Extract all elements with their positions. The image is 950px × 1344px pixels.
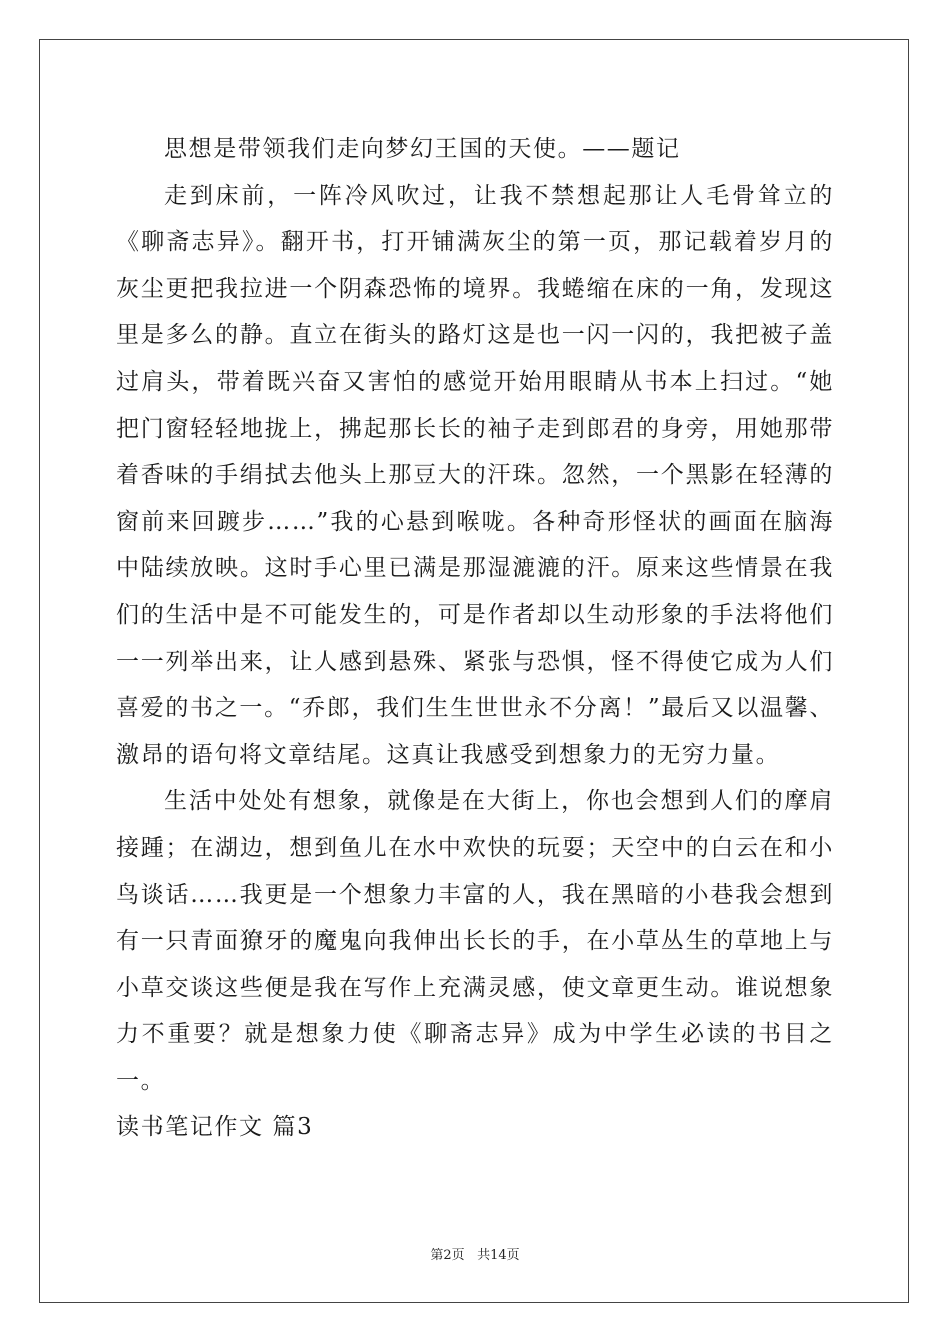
total-pages: 共14页 xyxy=(477,1248,520,1263)
page-number: 第2页 xyxy=(430,1248,465,1263)
document-body xyxy=(116,126,834,1151)
section-heading: 读书笔记作文 篇3 xyxy=(116,1114,314,1141)
body-paragraph-1: 走到床前，一阵冷风吹过，让我不禁想起那让人毛骨耸立的《聊斋志异》。翻开书，打开铺满灰尘的第一页，那记载着岁月的灰尘更把我拉进一个阴森恐怖的境界。我蜷缩在床的一角，发现这里是多么的静。直立在街头的路灯这是也一闪一闪的，我把被子盖过肩头，带着既兴奋又害怕的感觉开始用眼睛从书本上扫过。“她把门窗轻轻地拢上，拂起那长长的袖子走到郎君的身旁，用她那带着香味的手绢拭去他头上那豆大的汗珠。忽然，一个黑影在轻薄的窗前来回踱步……”我的心悬到喉咙。各种奇形怪状的画面在脑海中陆续放映。这时手心里已满是那湿漉漉的汗。原来这些情景在我们的生活中是不可能发生的，可是作者却以生动形象的手法将他们一一列举出来，让人感到悬殊、紧张与恐惧，怪不得使它成为人们喜爱的书之一。“乔郎，我们生生世世永不分离！”最后又以温馨、激昂的语句将文章结尾。这真让我感受到想象力的无穷力量。 xyxy=(116,182,834,768)
epigraph-paragraph: 思想是带领我们走向梦幻王国的天使。——题记 xyxy=(164,136,681,162)
page-footer xyxy=(0,1244,950,1263)
body-paragraph-2: 生活中处处有想象，就像是在大街上，你也会想到人们的摩肩接踵；在湖边，想到鱼儿在水中欢快的玩耍；天空中的白云在和小鸟谈话……我更是一个想象力丰富的人，我在黑暗的小巷我会想到有一只青面獠牙的魔鬼向我伸出长长的手，在小草丛生的草地上与小草交谈这些便是我在写作上充满灵感，使文章更生动。谁说想象力不重要？就是想象力使《聊斋志异》成为中学生必读的书目之一。 xyxy=(116,788,834,1094)
